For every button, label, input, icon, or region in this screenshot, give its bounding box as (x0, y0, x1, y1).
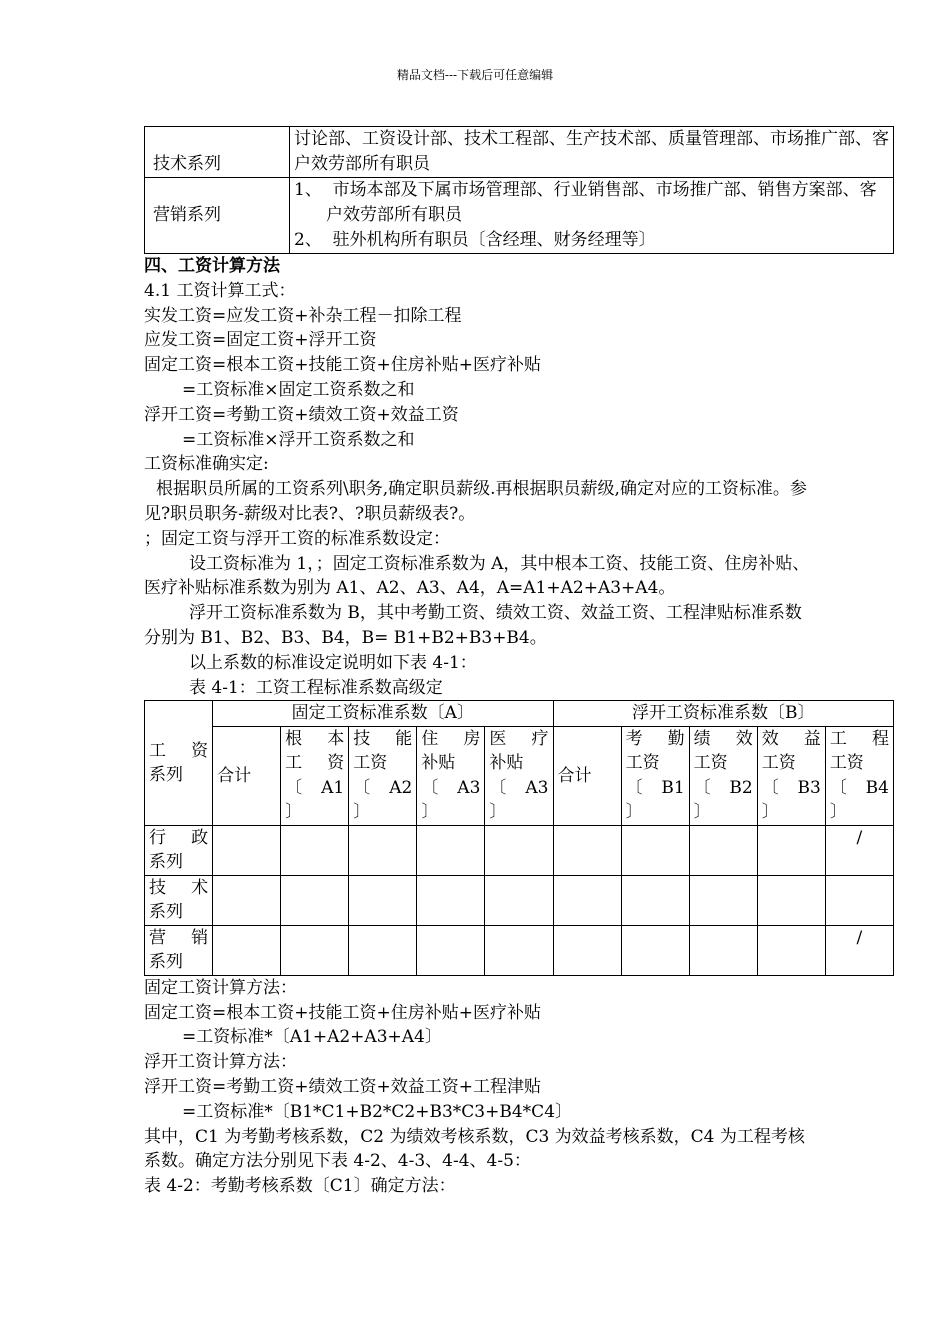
col-header: 工 程 工资 〔 B4 〕 (825, 726, 893, 825)
series-label: 营销系列 (145, 178, 290, 254)
row-label: 技 术 系列 (145, 875, 213, 925)
table-row (145, 875, 894, 925)
coefficient-table (144, 700, 894, 976)
text-line: 4.1 工资计算工式： (144, 280, 296, 301)
table-row (145, 925, 894, 975)
text-paragraph: 浮开工资标准系数为 B，其中考勤工资、绩效工资、效益工资、工程津贴标准系数分别为 B1、B2、B3、B4，B= B1+B2+B3+B4。 (144, 603, 802, 648)
text-line: 工资标准确实定: (144, 454, 269, 475)
row-label: 营 销 系列 (145, 925, 213, 975)
table-row (145, 701, 894, 727)
table-row (145, 726, 894, 825)
table-cell (825, 875, 893, 925)
col-header: 绩 效 工资 〔 B2 〕 (689, 726, 757, 825)
series-label: 技术系列 (145, 127, 290, 178)
col-header: 合计 (553, 726, 621, 825)
series-desc (290, 178, 894, 254)
group-header-b: 浮开工资标准系数〔B〕 (553, 701, 894, 727)
text-line: 应发工资=固定工资+浮开工资 (144, 330, 377, 351)
text-paragraph: 设工资标准为 1，；固定工资标准系数为 A，其中根本工资、技能工资、住房补贴、医疗补贴标准系数为别为 A1、A2、A3、A4，A=A1+A2+A3+A4。 (144, 553, 810, 599)
series-table (144, 126, 894, 254)
list-item: 1、 市场本部及下属市场管理部、行业销售部、市场推广部、销售方案部、客户效劳部所有职员 (294, 180, 877, 225)
col-header: 根 本 工 资 〔 A1 〕 (281, 726, 349, 825)
table-row (145, 825, 894, 875)
col-header: 合计 (213, 726, 281, 825)
section-title: 四、工资计算方法 (144, 256, 280, 276)
table-row (145, 178, 894, 254)
text-line: =工资标准*〔A1+A2+A3+A4〕 (182, 1027, 442, 1048)
text-line: 以上系数的标准设定说明如下表 4-1： (189, 652, 477, 673)
page-body (144, 126, 894, 1199)
col-header: 技 能 工资 〔 A2 〕 (349, 726, 417, 825)
table-cell: / (825, 925, 893, 975)
text-line: 实发工资=应发工资+补杂工程－扣除工程 (144, 305, 462, 326)
text-line: 固定工资计算方法： (144, 977, 297, 998)
series-desc: 讨论部、工资设计部、技术工程部、生产技术部、质量管理部、市场推广部、客户效劳部所有职员 (290, 127, 894, 178)
text-line: 固定工资=根本工资+技能工资+住房补贴+医疗补贴 (144, 1002, 541, 1023)
text-line: 浮开工资计算方法： (144, 1052, 297, 1073)
table-row (145, 127, 894, 178)
text-line: 浮开工资=考勤工资+绩效工资+效益工资 (144, 404, 459, 425)
text-paragraph: 根据职员所属的工资系列\职务,确定职员薪级.再根据职员薪级,确定对应的工资标准。参见?职员职务-薪级对比表?、?职员薪级表?。 (144, 479, 807, 524)
col-header: 考 勤 工资 〔 B1 〕 (621, 726, 689, 825)
list-item: 2、 驻外机构所有职员〔含经理、财务经理等〕 (294, 230, 656, 250)
text-line: =工资标准*〔B1*C1+B2*C2+B3*C3+B4*C4〕 (182, 1101, 573, 1122)
text-line: =工资标准×浮开工资系数之和 (182, 429, 415, 450)
row-label: 行 政 系列 (145, 825, 213, 875)
text-line: ；固定工资与浮开工资的标准系数设定： (144, 528, 450, 549)
table-cell: / (825, 825, 893, 875)
col-header: 住 房 补贴 〔 A3 〕 (417, 726, 485, 825)
table-caption: 表 4-2：考勤考核系数〔C1〕确定方法： (144, 1176, 456, 1197)
text-line: 浮开工资=考勤工资+绩效工资+效益工资+工程津贴 (144, 1077, 541, 1098)
text-paragraph: 其中，C1 为考勤考核系数，C2 为绩效考核系数，C3 为效益考核系数，C4 为工程考核系数。确定方法分别见下表 4-2、4-3、4-4、4-5： (144, 1126, 805, 1172)
col-header: 效 益 工资 〔 B3 〕 (757, 726, 825, 825)
col-header: 医 疗 补贴 〔 A3 〕 (485, 726, 553, 825)
text-line: =工资标准×固定工资系数之和 (182, 379, 415, 400)
page-header: 精品文档---下载后可任意编辑 (396, 68, 554, 82)
table-caption: 表 4-1：工资工程标准系数高级定 (189, 677, 443, 698)
row-header-cell: 工 资 系列 (145, 701, 213, 826)
text-line: 固定工资=根本工资+技能工资+住房补贴+医疗补贴 (144, 355, 541, 376)
group-header-a: 固定工资标准系数〔A〕 (213, 701, 553, 727)
